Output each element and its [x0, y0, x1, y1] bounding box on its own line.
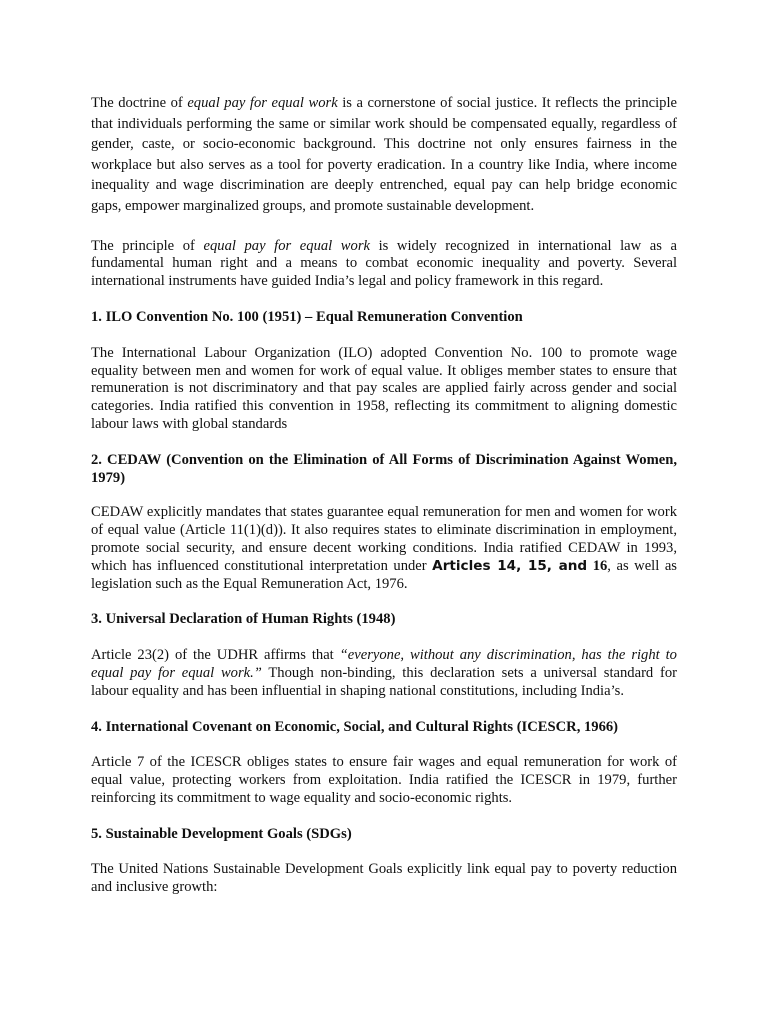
section-3-quote: “everyone, without any discrimination, has the right to equal pay for equal work.”	[91, 647, 677, 681]
section-3-text-a: Article 23(2) of the UDHR affirms that	[91, 647, 340, 664]
intro-paragraph-1	[91, 93, 677, 217]
section-1-body: The International Labour Organization (ILO) adopted Convention No. 100 to promote wage equality between men and women for work of equal value. It obliges member states to ensure that remuneration is not discriminatory and that pay scales are applied fairly across gender and social categories. India ratified this convention in 1958, reflecting its commitment to aligning domestic labour laws with global standards	[91, 344, 677, 432]
intro-p1-text-a: The doctrine of	[91, 95, 188, 111]
intro-p2-text-b: is widely recognized in international law as a fundamental human right and a means to combat economic inequality and poverty. Several international instruments have guided India’s legal and policy framework in this regard.	[91, 237, 677, 290]
section-2-text-a: CEDAW explicitly mandates that states guarantee equal remuneration for men and women for work of equal value (Article 11(1)(d)). It also requires states to eliminate discrimination in employment, promote social security, and ensure decent working conditions. India ratified CEDAW in 1993, which has influenced constitutional interpretation under	[91, 504, 677, 574]
section-5-heading: 5. Sustainable Development Goals (SDGs)	[91, 825, 352, 842]
section-2-articles-emphasis: Articles 14, 15, and	[432, 557, 588, 574]
intro-p1-text-b: is a cornerstone of social justice. It reflects the principle that individuals performing the same or similar work should be compensated equally, regardless of gender, caste, or socio-economic background. This doctrine not only ensures fairness in the workplace but also serves as a tool for poverty eradication. In a country like India, where income inequality and wage discrimination are deeply entrenched, equal pay can help bridge economic gaps, empower marginalized groups, and promote sustainable development.	[91, 95, 678, 214]
document-page	[91, 93, 677, 897]
section-2-text-b: , as well as legislation such as the Equal Remuneration Act, 1976.	[91, 557, 677, 592]
section-5-body: The United Nations Sustainable Development Goals explicitly link equal pay to poverty reduction and inclusive growth:	[91, 861, 677, 896]
intro-p2-text-a: The principle of	[91, 237, 204, 254]
intro-p2-emphasis: equal pay for equal work	[203, 237, 370, 254]
section-1-heading: 1. ILO Convention No. 100 (1951) – Equal Remuneration Convention	[91, 308, 523, 325]
section-2-body	[91, 504, 677, 593]
section-4-heading: 4. International Covenant on Economic, Social, and Cultural Rights (ICESCR, 1966)	[91, 718, 619, 735]
intro-p1-emphasis: equal pay for equal work	[187, 95, 338, 111]
section-3-body	[91, 647, 677, 700]
section-2-article-16: 16	[592, 557, 608, 574]
section-3-text-b: Though non-binding, this declaration sets a universal standard for labour equality and has been influential in shaping national constitutions, including India’s.	[91, 664, 677, 699]
section-4-body: Article 7 of the ICESCR obliges states to ensure fair wages and equal remuneration for work of equal value, protecting workers from exploitation. India ratified the ICESCR in 1979, further reinforcing its commitment to wage equality and socio-economic rights.	[91, 754, 677, 806]
section-2-heading: 2. CEDAW (Convention on the Elimination of All Forms of Discrimination Against Women, 1979)	[91, 451, 677, 486]
intro-paragraph-2	[91, 238, 677, 291]
section-3-heading: 3. Universal Declaration of Human Rights (1948)	[91, 611, 396, 628]
